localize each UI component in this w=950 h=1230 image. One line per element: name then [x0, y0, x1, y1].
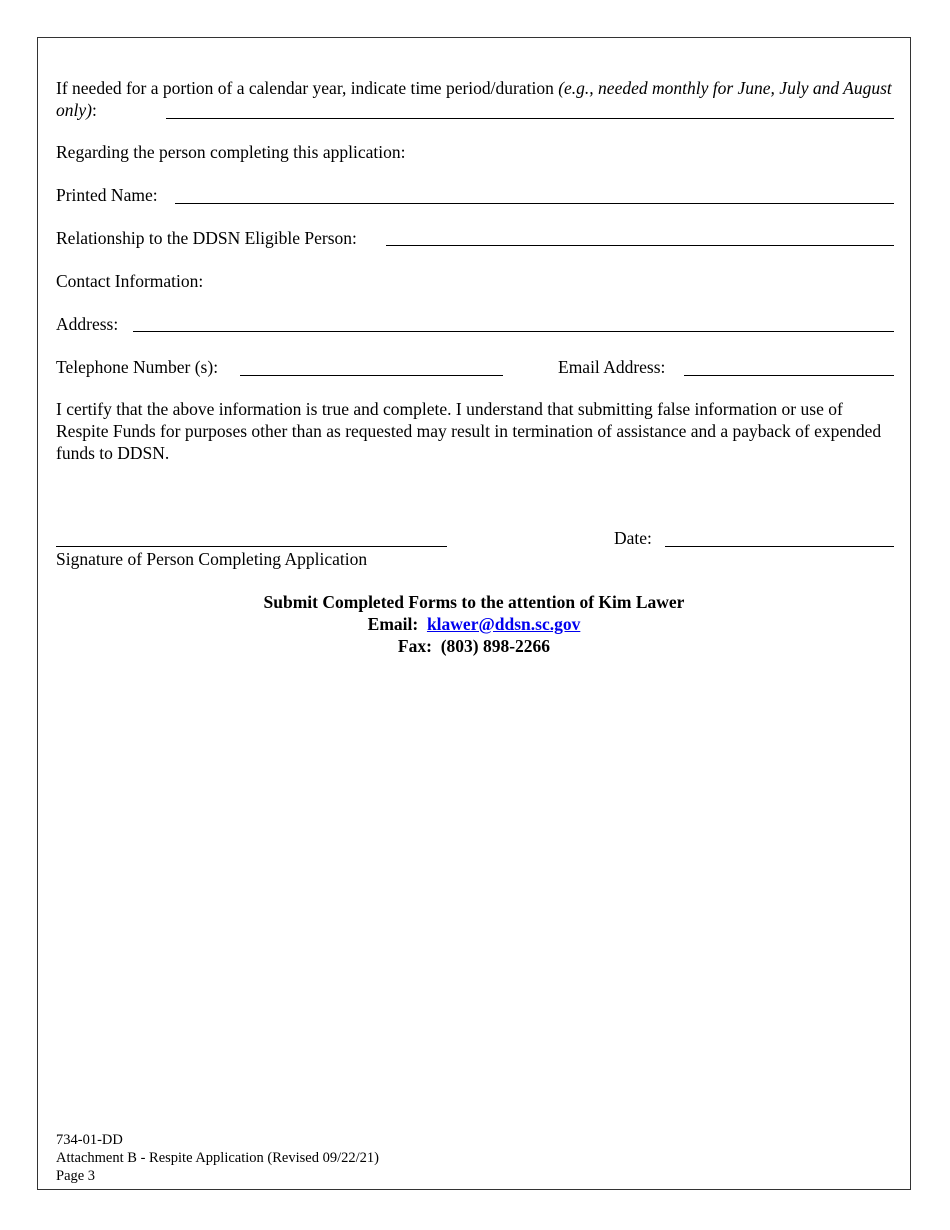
email-label: Email: — [367, 614, 419, 634]
regarding-label: Regarding the person completing this application: — [56, 142, 406, 162]
printed-name-label: Printed Name: — [56, 185, 158, 205]
submit-heading: Submit Completed Forms to the attention of Kim Lawer — [263, 592, 685, 612]
duration-field[interactable] — [166, 118, 894, 119]
signature-field[interactable] — [56, 546, 447, 547]
contact-info-label: Contact Information: — [56, 271, 204, 291]
date-field[interactable] — [665, 546, 894, 547]
signature-label: Signature of Person Completing Application — [56, 549, 368, 569]
printed-name-field[interactable] — [175, 203, 894, 204]
duration-prefix: If needed for a portion of a calendar year, indicate time period/duration — [56, 78, 559, 98]
duration-colon: : — [91, 100, 97, 120]
address-label: Address: — [56, 314, 119, 334]
duration-example: (e.g., needed monthly for June, July and August only) — [56, 78, 892, 120]
fax-label: Fax: — [397, 636, 432, 656]
footer-attachment: Attachment B - Respite Application (Revised 09/22/21) — [56, 1150, 379, 1166]
date-label: Date: — [614, 528, 652, 548]
relationship-label: Relationship to the DDSN Eligible Person: — [56, 228, 357, 248]
telephone-field[interactable] — [240, 375, 503, 376]
footer-page-number: Page 3 — [56, 1168, 96, 1184]
submit-fax-line — [37, 635, 911, 657]
email-address-field[interactable] — [684, 375, 894, 376]
duration-question — [56, 77, 896, 121]
email-address-label: Email Address: — [558, 357, 666, 377]
footer-form-number: 734-01-DD — [56, 1132, 123, 1148]
fax-number: (803) 898-2266 — [440, 636, 551, 656]
address-field[interactable] — [133, 331, 894, 332]
submit-email-line — [37, 613, 911, 635]
email-link[interactable]: klawer@ddsn.sc.gov — [426, 614, 581, 634]
certification-text: I certify that the above information is true and complete. I understand that submitting false information or use of Respite Funds for purposes other than as requested may result in termination of assistance and a payback of expended funds to DDSN. — [56, 399, 882, 463]
relationship-field[interactable] — [386, 245, 894, 246]
telephone-label: Telephone Number (s): — [56, 357, 219, 377]
